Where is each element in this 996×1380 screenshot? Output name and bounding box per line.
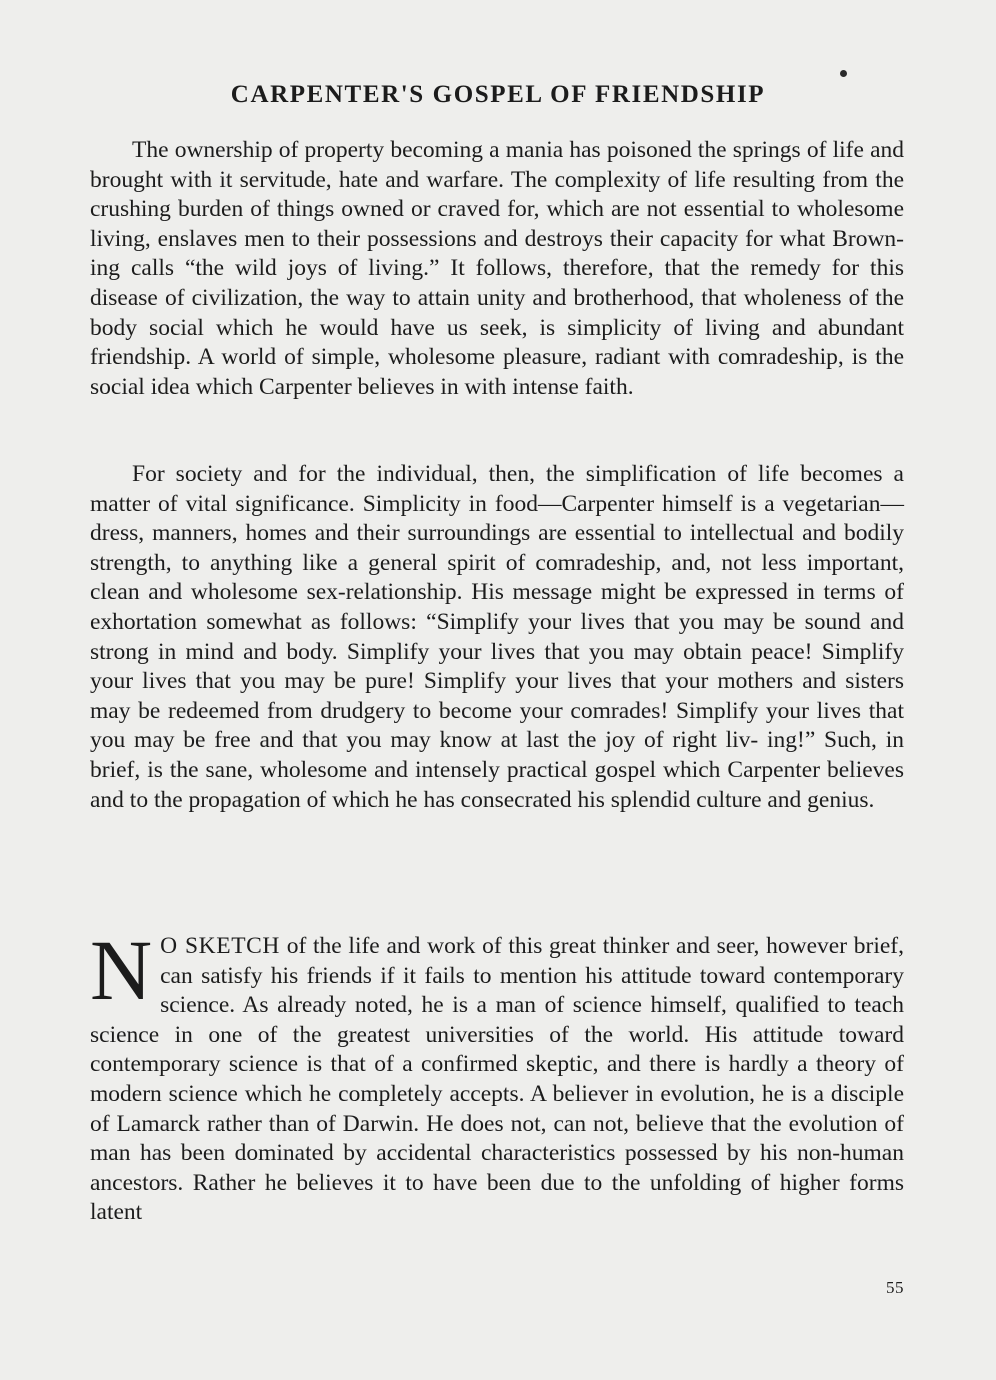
body-paragraph: For society and for the individual, then, the simplification of life becomes a matter of vital significance. Simplicity in food—Carpenter himself is a vegetarian—dress, manners, homes and their surroundings are essential to intellectual and bodily strength, to anything like a general spirit of comradeship, and, not less important, clean and wholesome sex-relationship. His message might be expressed in terms of exhortation somewhat as follows: “Simplify your lives that you may be sound and strong in mind and body. Simplify your lives that you may obtain peace! Simplify your lives that you may be pure! Simplify your lives that your mothers and sisters may be redeemed from drudgery to become your comrades! Simplify your lives that you may be free and that you may know at last the joy of right liv- ing!” Such, in brief, is the sane, wholesome and intensely practical gospel which Carpenter believes and to the propagation of which he has consecrated his splendid culture and genius.	[90, 461, 904, 813]
drop-cap: N	[90, 922, 153, 1018]
ornament-dot-icon	[840, 70, 847, 77]
lead-words: O SKETCH	[160, 933, 280, 959]
page-title: CARPENTER'S GOSPEL OF FRIENDSHIP	[230, 81, 766, 108]
page-number: 55	[886, 1278, 904, 1297]
body-paragraph: The ownership of property becoming a mania has poisoned the springs of life and brought with it servitude, hate and warfare. The complexity of life resulting from the crushing burden of things owned or craved for, which are not essential to wholesome living, enslaves men to their possessions and destroys their capacity for what Brown- ing calls “the wild joys of living.” It follows, therefore, that the remedy for this disease of civilization, the way to attain unity and brotherhood, that wholeness of the body social which he would have us seek, is simplicity of living and abundant friendship. A world of simple, wholesome pleasure, radiant with comradeship, is the social idea which Carpenter believes in with intense faith.	[90, 137, 904, 400]
section-paragraph	[90, 922, 904, 1228]
section-text: of the life and work of this great thinker and seer, however brief, can satisfy his friends if it fails to mention his attitude toward contemporary science. As already noted, he is a man of science himself, qualified to teach science in one of the greatest universities of the world. His attitude toward contemporary science is that of a confirmed skeptic, and there is hardly a theory of modern science which he completely accepts. A believer in evolution, he is a disciple of Lamarck rather than of Darwin. He does not, can not, believe that the evolution of man has been dominated by accidental characteristics possessed by his non-human ancestors. Rather he believes it to have been due to the unfolding of higher forms latent	[90, 933, 904, 1226]
